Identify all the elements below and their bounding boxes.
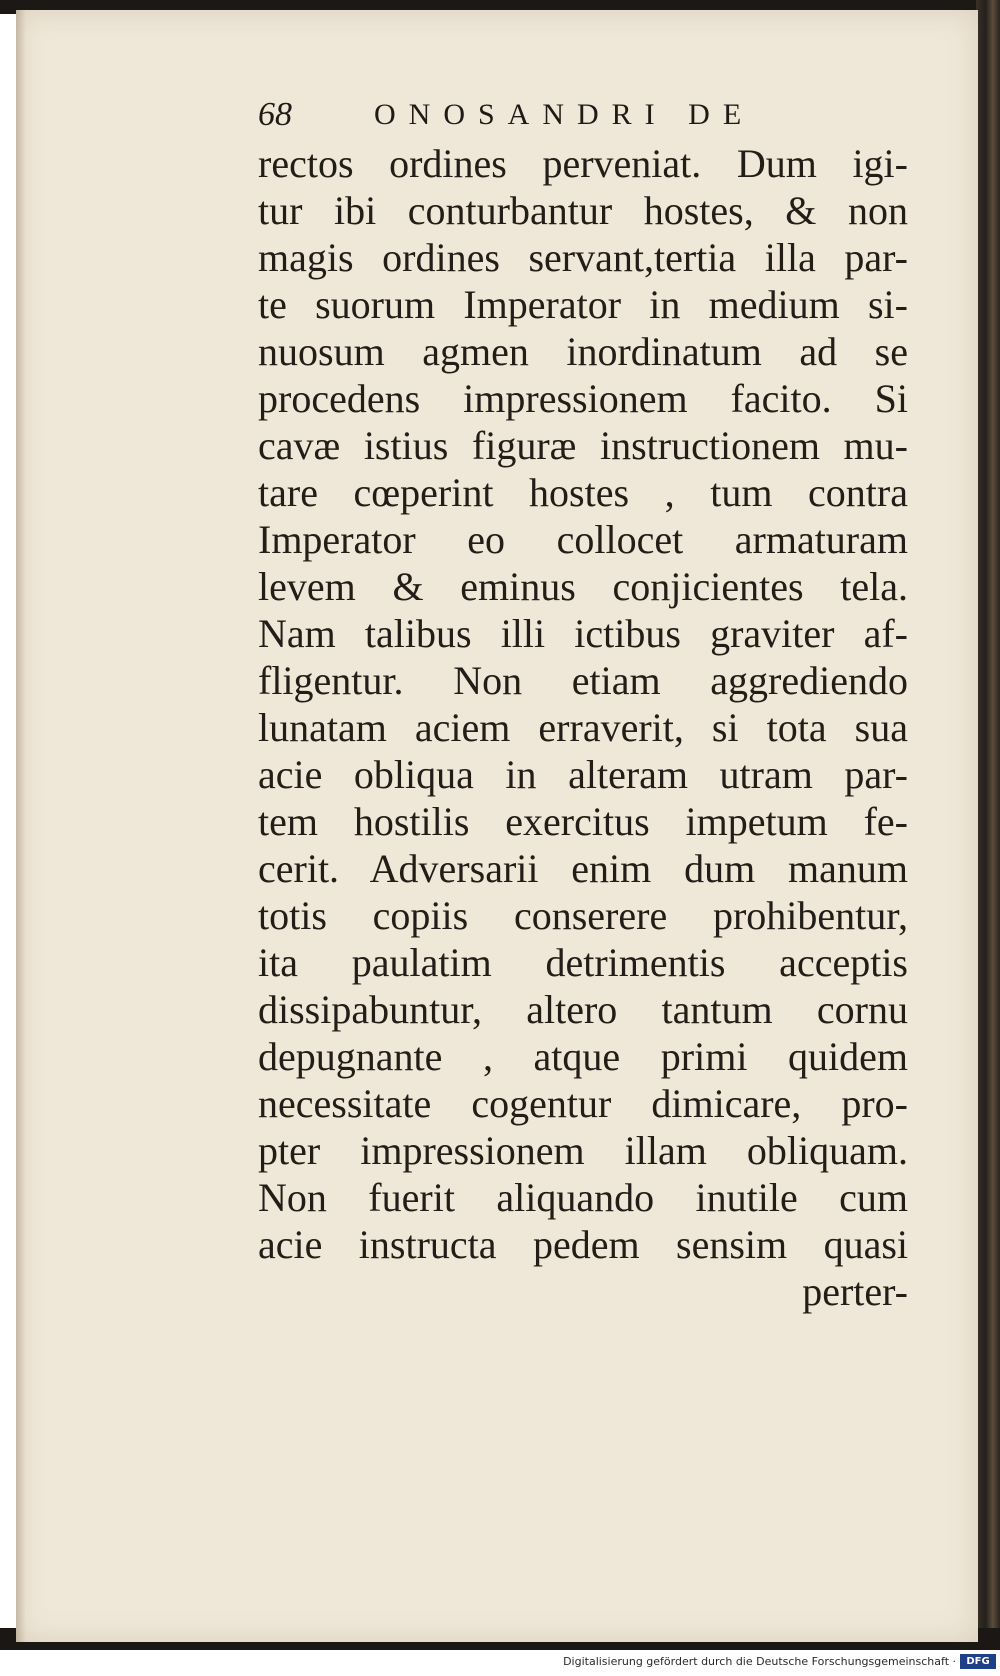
footer-bar xyxy=(0,1650,1000,1676)
text-line: tare cœperint hostes , tum contra xyxy=(258,470,908,515)
text-line: ita paulatim detrimentis acceptis xyxy=(258,940,908,985)
text-line: magis ordines servant,tertia illa par- xyxy=(258,235,908,280)
running-head xyxy=(258,96,818,136)
text-line: cavæ istius figuræ instructionem mu- xyxy=(258,423,908,468)
text-line: depugnante , atque primi quidem xyxy=(258,1034,908,1079)
text-line: rectos ordines perveniat. Dum igi- xyxy=(258,141,908,186)
book-edge-right xyxy=(976,0,1000,1648)
text-line: pter impressionem illam obliquam. xyxy=(258,1128,908,1173)
text-line: Nam talibus illi ictibus graviter af- xyxy=(258,611,908,656)
text-line: Non fuerit aliquando inutile cum xyxy=(258,1175,908,1220)
funding-credit: Digitalisierung gefördert durch die Deutsche Forschungsgemeinschaft · xyxy=(563,1655,956,1668)
page-gutter-shadow xyxy=(16,10,26,1642)
text-line: levem & eminus conjicientes tela. xyxy=(258,564,908,609)
body-text xyxy=(258,140,908,1315)
text-line: acie obliqua in alteram utram par- xyxy=(258,752,908,797)
text-line: necessitate cogentur dimicare, pro- xyxy=(258,1081,908,1126)
text-line: procedens impressionem facito. Si xyxy=(258,376,908,421)
catchword: perter- xyxy=(802,1269,908,1314)
text-line: tem hostilis exercitus impetum fe- xyxy=(258,799,908,844)
dfg-logo: DFG xyxy=(960,1654,996,1669)
running-title: ONOSANDRI DE xyxy=(374,98,755,131)
text-line: Imperator eo collocet armaturam xyxy=(258,517,908,562)
text-line: cerit. Adversarii enim dum manum xyxy=(258,846,908,891)
text-line: fligentur. Non etiam aggrediendo xyxy=(258,658,908,703)
text-line: acie instructa pedem sensim quasi xyxy=(258,1222,908,1267)
text-line: te suorum Imperator in medium si- xyxy=(258,282,908,327)
text-line: nuosum agmen inordinatum ad se xyxy=(258,329,908,374)
text-line: lunatam aciem erraverit, si tota sua xyxy=(258,705,908,750)
text-line: tur ibi conturbantur hostes, & non xyxy=(258,188,908,233)
text-line: dissipabuntur, altero tantum cornu xyxy=(258,987,908,1032)
page-number: 68 xyxy=(258,96,292,133)
text-line: totis copiis conserere prohibentur, xyxy=(258,893,908,938)
